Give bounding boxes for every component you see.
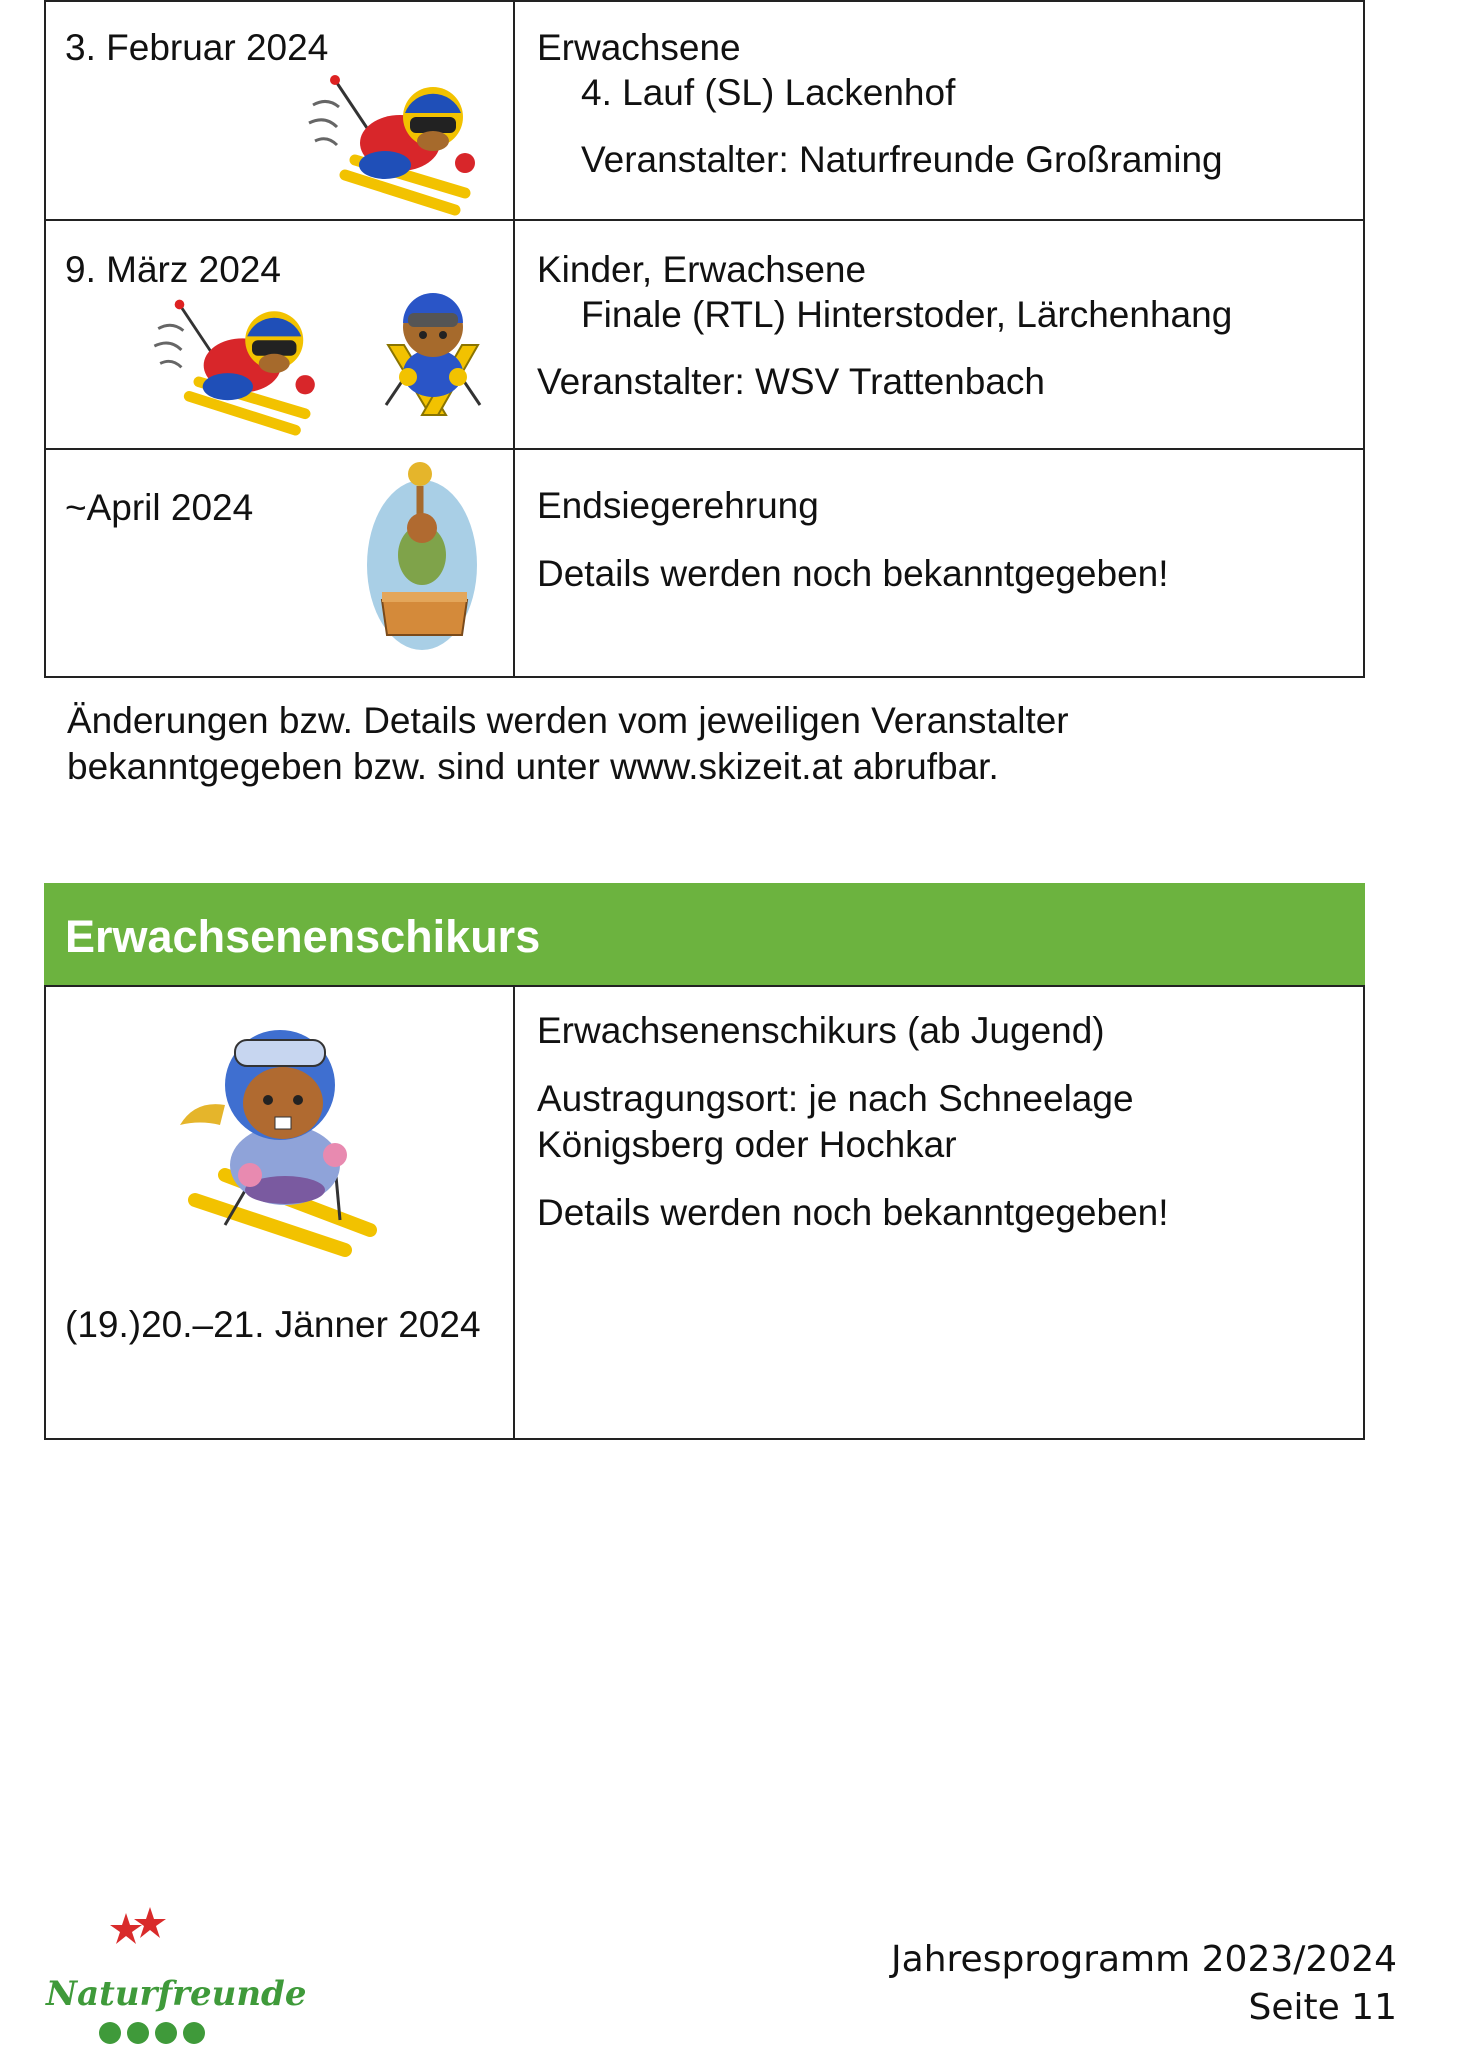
- table-column-divider: [513, 0, 515, 678]
- course-date: (19.)20.–21. Jänner 2024: [65, 1304, 481, 1345]
- footer-program: Jahresprogramm 2023/2024: [891, 1939, 1397, 1980]
- event-date: ~April 2024: [65, 487, 254, 528]
- event-category: Endsiegerehrung: [537, 485, 819, 526]
- table-border-top: [44, 0, 1365, 2]
- table-border-right: [1363, 985, 1365, 1440]
- event-date: 3. Februar 2024: [65, 27, 329, 68]
- table-border-bottom: [44, 676, 1365, 678]
- skier-beaver-illustration: [150, 290, 325, 435]
- course-details: Details werden noch bekanntgegeben!: [537, 1192, 1169, 1233]
- table-border-left: [44, 0, 46, 678]
- course-title: Erwachsenenschikurs (ab Jugend): [537, 1010, 1105, 1051]
- svg-text:Naturfreunde: Naturfreunde: [46, 1974, 307, 2014]
- section-title: Erwachsenenschikurs: [65, 911, 541, 962]
- table-border-bottom: [44, 1438, 1365, 1440]
- event-date: 9. März 2024: [65, 249, 281, 290]
- course-location: Königsberg oder Hochkar: [537, 1124, 957, 1165]
- table-column-divider: [513, 985, 515, 1440]
- footer-page-number: Seite 11: [1248, 1987, 1397, 2028]
- table-border-right: [1363, 0, 1365, 678]
- event-race: Finale (RTL) Hinterstoder, Lärchenhang: [581, 294, 1233, 335]
- table-row-divider: [44, 219, 1365, 221]
- event-category: Kinder, Erwachsene: [537, 249, 867, 290]
- course-location: Austragungsort: je nach Schneelage: [537, 1078, 1134, 1119]
- event-race: 4. Lauf (SL) Lackenhof: [581, 72, 956, 113]
- note-line: bekanntgegeben bzw. sind unter www.skizeit.at abrufbar.: [67, 746, 999, 787]
- table-border-top: [44, 985, 1365, 987]
- event-details: Details werden noch bekanntgegeben!: [537, 553, 1169, 594]
- event-category: Erwachsene: [537, 27, 741, 68]
- table-border-left: [44, 985, 46, 1440]
- girl-beaver-skier-illustration: [165, 1005, 395, 1250]
- event-organizer: Veranstalter: Naturfreunde Großraming: [581, 139, 1223, 180]
- table-row-divider: [44, 448, 1365, 450]
- event-organizer: Veranstalter: WSV Trattenbach: [537, 361, 1045, 402]
- note-line: Änderungen bzw. Details werden vom jeweiligen Veranstalter: [67, 700, 1069, 741]
- naturfreunde-logo: [38, 1905, 307, 2045]
- beaver-helmet-skis-illustration: [368, 285, 498, 420]
- skier-beaver-illustration: [305, 65, 485, 215]
- trophy-beaver-illustration: [362, 460, 482, 650]
